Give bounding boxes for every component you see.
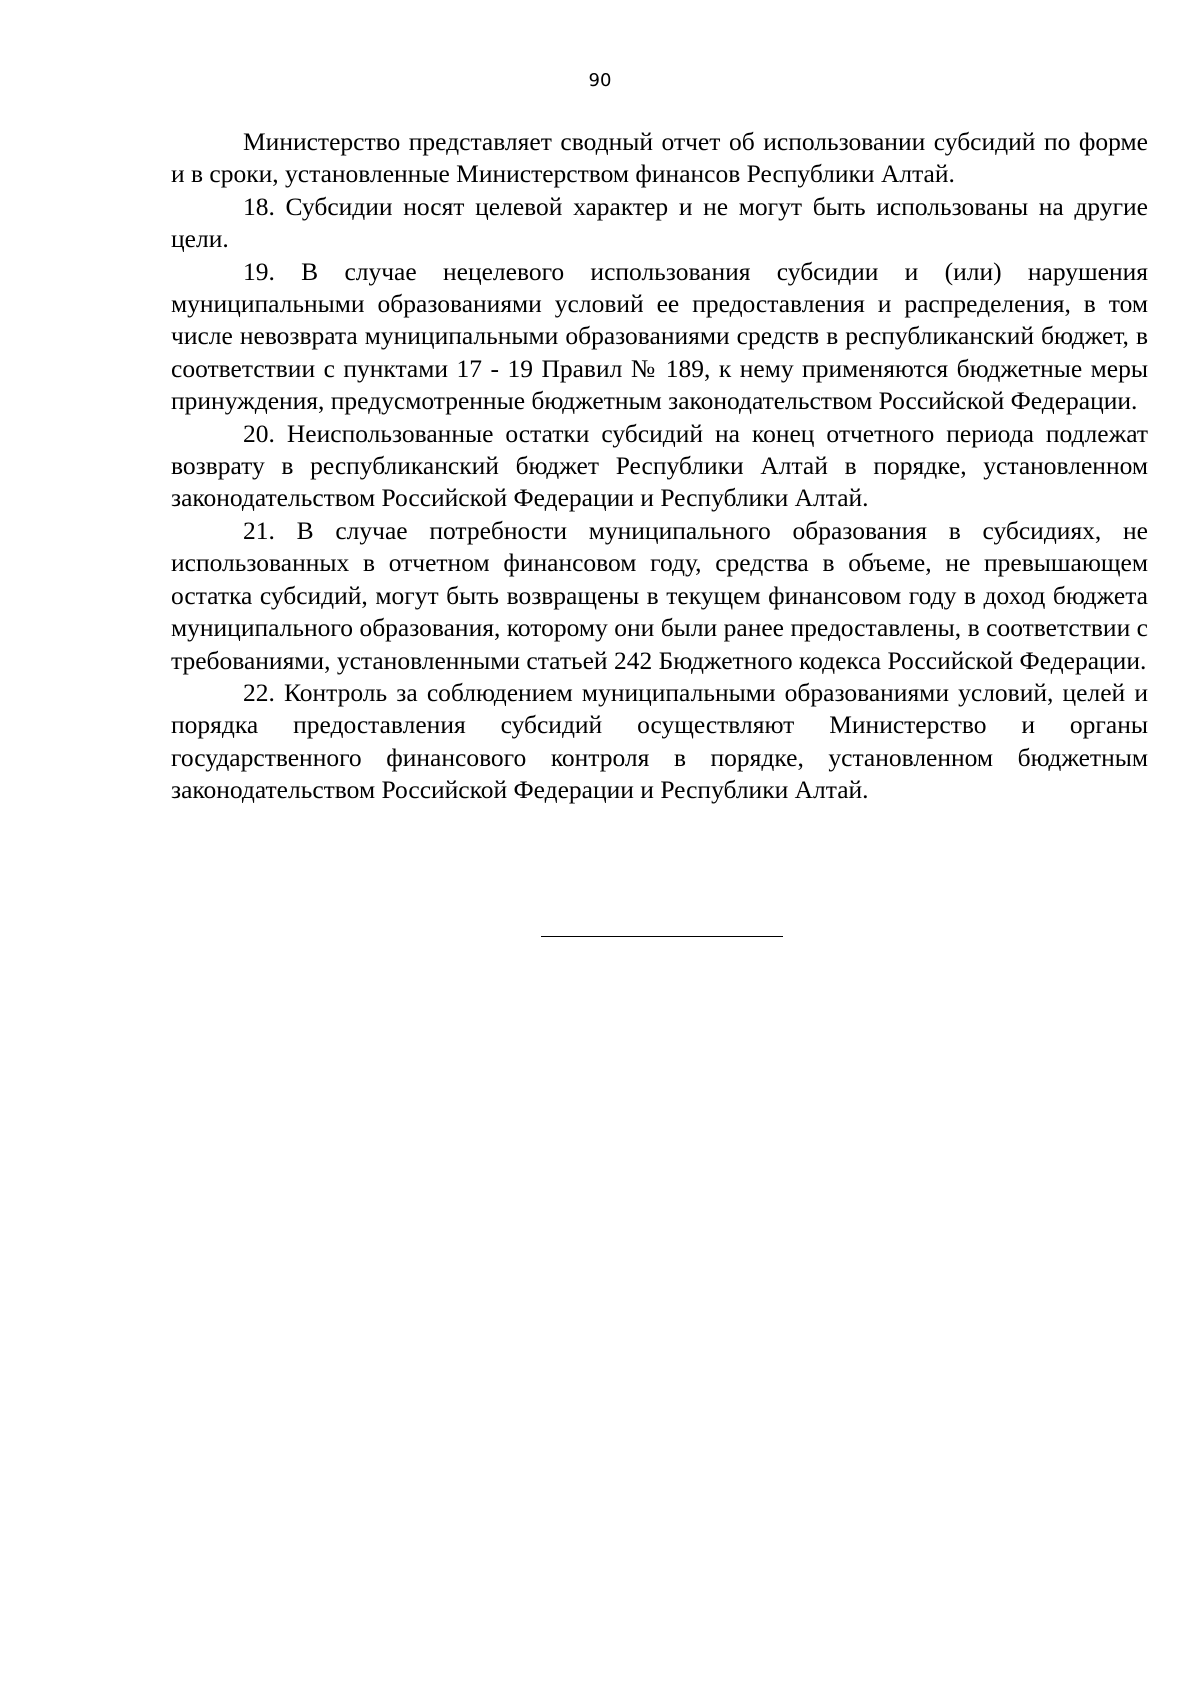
paragraph-21: 21. В случае потребности муниципального образования в субсидиях, не использованных в отчетном финансовом году, средства в объеме, не превышающем остатка субсидий, могут быть возвращены в текущем финансовом году в доход бюджета муниципального образования, которому они были ранее предоставлены, в соответствии с требованиями, установленными статьей 242 Бюджетного кодекса Российской Федерации. — [171, 515, 1148, 675]
end-divider-line — [541, 936, 783, 937]
paragraph-18: 18. Субсидии носят целевой характер и не могут быть использованы на другие цели. — [171, 191, 1148, 254]
document-body — [171, 126, 1148, 807]
paragraph-20: 20. Неиспользованные остатки субсидий на конец отчетного периода подлежат возврату в республиканский бюджет Республики Алтай в порядке, установленном законодательством Российской Федерации и Республики Алтай. — [171, 418, 1148, 513]
paragraph-22: 22. Контроль за соблюдением муниципальными образованиями условий, целей и порядка предоставления субсидий осуществляют Министерство и органы государственного финансового контроля в порядке, установленном бюджетным законодательством Российской Федерации и Республики Алтай. — [171, 677, 1148, 805]
page-number: 90 — [588, 70, 612, 91]
paragraph-19: 19. В случае нецелевого использования субсидии и (или) нарушения муниципальными образованиями условий ее предоставления и распределения, в том числе невозврата муниципальными образованиями средств в республиканский бюджет, в соответствии с пунктами 17 - 19 Правил № 189, к нему применяются бюджетные меры принуждения, предусмотренные бюджетным законодательством Российской Федерации. — [171, 256, 1148, 416]
paragraph-report: Министерство представляет сводный отчет об использовании субсидий по форме и в сроки, установленные Министерством финансов Республики Алтай. — [171, 127, 1148, 189]
